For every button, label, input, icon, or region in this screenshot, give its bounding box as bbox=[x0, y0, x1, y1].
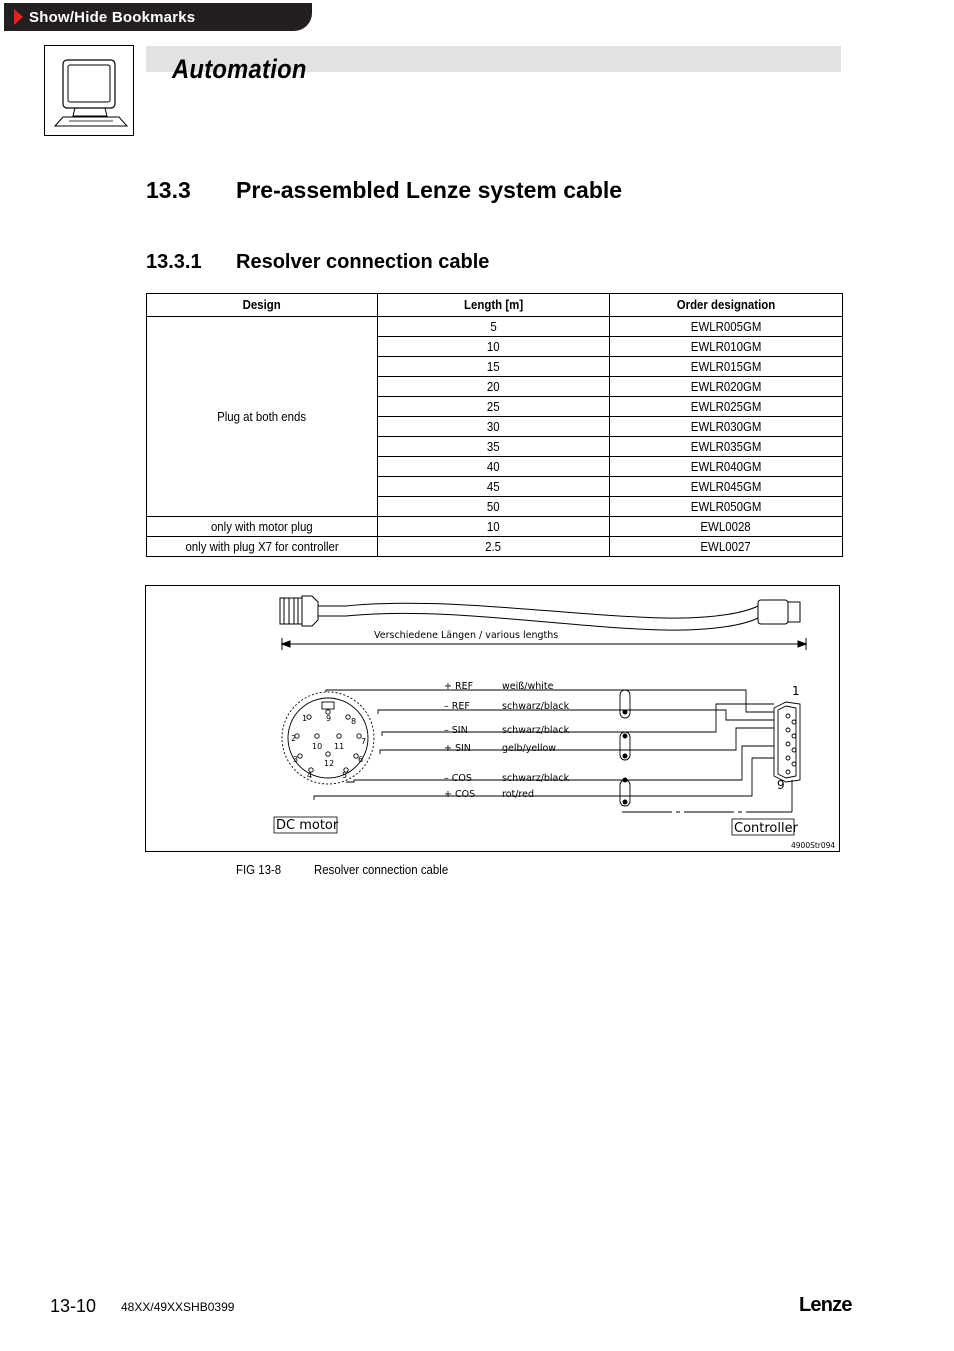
signal-name: + SIN bbox=[444, 743, 471, 754]
column-header-order-designation bbox=[610, 294, 843, 317]
order-text: EWLR010GM bbox=[690, 339, 762, 354]
wire-color: schwarz/black bbox=[502, 701, 570, 712]
section-heading bbox=[146, 177, 622, 204]
length-cell bbox=[378, 337, 610, 357]
design-cell-group bbox=[147, 317, 378, 517]
design-text: Plug at both ends bbox=[217, 409, 307, 424]
signal-name: + COS bbox=[444, 789, 476, 800]
length-text: 2.5 bbox=[485, 539, 502, 554]
section-title: Pre-assembled Lenze system cable bbox=[236, 177, 623, 203]
order-text: EWLR050GM bbox=[690, 499, 762, 514]
order-cell bbox=[610, 417, 843, 437]
header-text: Length [m] bbox=[463, 297, 524, 312]
signal-name: – REF bbox=[444, 701, 470, 712]
chapter-title: Automation bbox=[172, 54, 307, 84]
signal-name: – SIN bbox=[444, 725, 468, 736]
resolver-cable-figure bbox=[145, 585, 840, 852]
column-header-length bbox=[378, 294, 610, 317]
signal-name: + REF bbox=[444, 681, 474, 692]
order-text: EWLR030GM bbox=[690, 419, 762, 434]
length-cell bbox=[378, 317, 610, 337]
motor-pin-label: 4 bbox=[307, 771, 313, 780]
length-text: 30 bbox=[487, 419, 500, 434]
length-cell bbox=[378, 497, 610, 517]
lenze-logo: Lenze bbox=[799, 1294, 852, 1316]
motor-pin-label: 11 bbox=[334, 742, 345, 751]
motor-pin-label: 6 bbox=[358, 755, 364, 764]
motor-pin-label: 3 bbox=[293, 755, 299, 764]
computer-monitor-icon bbox=[45, 46, 135, 137]
table-row bbox=[147, 517, 843, 537]
wire-color: schwarz/black bbox=[502, 725, 570, 736]
figure-caption bbox=[236, 862, 466, 877]
figure-caption-text: Resolver connection cable bbox=[314, 862, 449, 877]
length-cell bbox=[378, 377, 610, 397]
length-text: 25 bbox=[487, 399, 500, 414]
subsection-heading bbox=[146, 251, 489, 274]
table-row bbox=[147, 317, 843, 337]
motor-pin-labels bbox=[291, 714, 366, 780]
design-text: only with plug X7 for controller bbox=[185, 539, 339, 554]
length-cell bbox=[378, 357, 610, 377]
motor-pin-label: 7 bbox=[361, 737, 367, 746]
length-text: 50 bbox=[487, 499, 500, 514]
order-cell bbox=[610, 477, 843, 497]
cable-order-table bbox=[146, 293, 843, 557]
order-text: EWLR035GM bbox=[690, 439, 762, 454]
sub-d-pin-9-label: 9 bbox=[777, 778, 785, 792]
motor-pin-label: 8 bbox=[351, 717, 357, 726]
show-hide-bookmarks-button[interactable] bbox=[4, 3, 312, 31]
column-header-design bbox=[147, 294, 378, 317]
document-code: 48XX/49XXSHB0399 bbox=[121, 1300, 235, 1314]
order-cell bbox=[610, 497, 843, 517]
design-text: only with motor plug bbox=[211, 519, 313, 534]
bookmarks-toggle-label: Show/Hide Bookmarks bbox=[29, 8, 196, 26]
length-label: Verschiedene Längen / various lengths bbox=[374, 630, 559, 641]
section-number: 13.3 bbox=[146, 177, 191, 203]
order-text: EWLR025GM bbox=[690, 399, 762, 414]
cable-drawing bbox=[280, 596, 806, 650]
header-text: Design bbox=[242, 297, 282, 312]
design-cell bbox=[147, 517, 378, 537]
header-text: Order designation bbox=[676, 297, 776, 312]
sub-d-pin-1-label: 1 bbox=[792, 684, 800, 698]
length-cell bbox=[378, 517, 610, 537]
wire-color: rot/red bbox=[502, 789, 535, 800]
chapter-icon-frame bbox=[44, 45, 134, 136]
sub-d-connector-icon bbox=[774, 702, 800, 782]
wiring-diagram bbox=[146, 586, 839, 851]
motor-pin-label: 1 bbox=[302, 714, 308, 723]
order-text: EWLR045GM bbox=[690, 479, 762, 494]
length-text: 10 bbox=[487, 519, 500, 534]
order-text: EWL0028 bbox=[700, 519, 752, 534]
subsection-number: 13.3.1 bbox=[146, 251, 202, 273]
signal-labels bbox=[444, 681, 570, 800]
table-row bbox=[147, 537, 843, 557]
figure-id: FIG 13-8 bbox=[236, 862, 282, 877]
design-cell bbox=[147, 537, 378, 557]
length-text: 15 bbox=[487, 359, 500, 374]
length-cell bbox=[378, 437, 610, 457]
order-cell bbox=[610, 397, 843, 417]
order-cell bbox=[610, 337, 843, 357]
motor-pin-label: 2 bbox=[291, 734, 297, 743]
order-cell bbox=[610, 437, 843, 457]
wire-color: gelb/yellow bbox=[502, 743, 557, 754]
order-text: EWLR040GM bbox=[690, 459, 762, 474]
order-cell bbox=[610, 517, 843, 537]
drawing-id: 4900Str094 bbox=[791, 841, 836, 850]
triangle-right-icon bbox=[14, 9, 23, 25]
order-cell bbox=[610, 457, 843, 477]
controller-label: Controller bbox=[734, 821, 798, 836]
wire-color: weiß/white bbox=[502, 681, 554, 692]
motor-pin-label: 9 bbox=[326, 714, 332, 723]
page-number: 13-10 bbox=[50, 1296, 97, 1316]
twisted-pair-shields bbox=[620, 690, 630, 806]
order-cell bbox=[610, 377, 843, 397]
order-cell bbox=[610, 357, 843, 377]
order-cell bbox=[610, 317, 843, 337]
dc-motor-label: DC motor bbox=[276, 818, 339, 833]
length-text: 20 bbox=[487, 379, 500, 394]
length-text: 35 bbox=[487, 439, 500, 454]
length-cell bbox=[378, 417, 610, 437]
length-text: 5 bbox=[490, 319, 497, 334]
length-text: 40 bbox=[487, 459, 500, 474]
length-text: 10 bbox=[487, 339, 500, 354]
order-text: EWLR015GM bbox=[690, 359, 762, 374]
motor-pin-label: 5 bbox=[342, 771, 348, 780]
length-cell bbox=[378, 477, 610, 497]
signal-name: – COS bbox=[444, 773, 472, 784]
order-cell bbox=[610, 537, 843, 557]
order-text: EWLR020GM bbox=[690, 379, 762, 394]
wire-color: schwarz/black bbox=[502, 773, 570, 784]
table-header-row bbox=[147, 294, 843, 317]
order-text: EWL0027 bbox=[700, 539, 752, 554]
length-text: 45 bbox=[487, 479, 500, 494]
order-text: EWLR005GM bbox=[690, 319, 762, 334]
subsection-title: Resolver connection cable bbox=[236, 251, 490, 273]
length-cell bbox=[378, 397, 610, 417]
length-cell bbox=[378, 537, 610, 557]
length-cell bbox=[378, 457, 610, 477]
motor-pin-label: 12 bbox=[324, 759, 335, 768]
motor-pin-label: 10 bbox=[312, 742, 323, 751]
